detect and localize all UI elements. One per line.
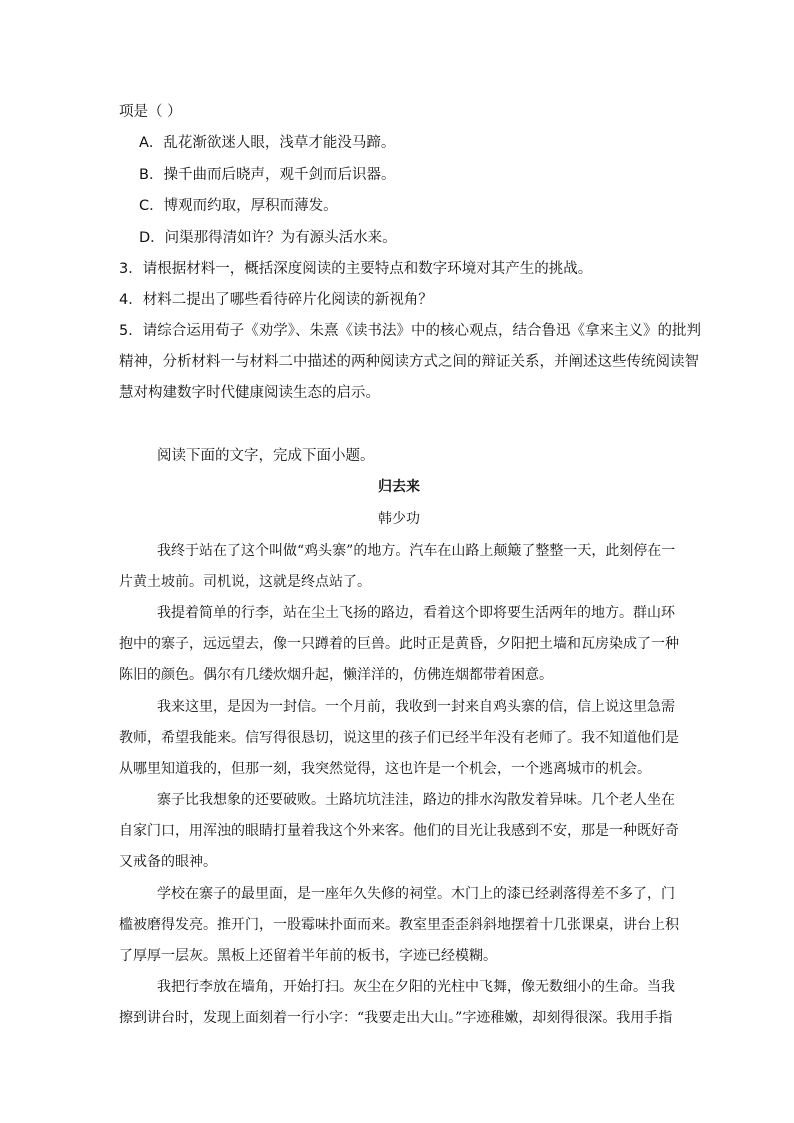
passage-line: 片黄土坡前。司机说，这就是终点站了。 <box>119 574 371 590</box>
passage-line: 我来这里，是因为一封信。一个月前，我收到一封来自鸡头寨的信，信上说这里急需 <box>157 699 675 715</box>
passage-line: 抱中的寨子，远远望去，像一只蹲着的巨兽。此时正是黄昏，夕阳把土墙和瓦房染成了一种 <box>119 636 679 652</box>
question-5-line: 5．请综合运用荀子《劝学》、朱熹《读书法》中的核心观点，结合鲁迅《拿来主义》的批判 <box>119 323 701 339</box>
option-d: D．问渠那得清如许？为有源头活水来。 <box>139 230 397 246</box>
passage-line: 了厚厚一层灰。黑板上还留着半年前的板书，字迹已经模糊。 <box>119 948 497 964</box>
question-4: 4．材料二提出了哪些看待碎片化阅读的新视角？ <box>119 292 433 308</box>
passage-line: 我提着简单的行李，站在尘土飞扬的路边，看着这个即将要生活两年的地方。群山环 <box>157 605 675 621</box>
passage-line: 教师，希望我能来。信写得很恳切，说这里的孩子们已经半年没有老师了。我不知道他们是 <box>119 730 679 746</box>
passage-line: 又戒备的眼神。 <box>119 854 217 870</box>
passage-title: 归去来 <box>378 479 420 495</box>
question-5-line: 慧对构建数字时代健康阅读生态的启示。 <box>119 385 380 401</box>
passage-author: 韩少功 <box>378 511 420 527</box>
question-stem-tail: 项是（ ） <box>119 104 182 120</box>
option-b: B．操千曲而后晓声，观千剑而后识器。 <box>139 167 396 183</box>
passage-line: 擦到讲台时，发现上面刻着一行小字：“我要走出大山。”字迹稚嫩，却刻得很深。我用手指 <box>119 1010 673 1026</box>
passage-line: 我把行李放在墙角，开始打扫。灰尘在夕阳的光柱中飞舞，像无数细小的生命。当我 <box>157 979 675 995</box>
passage-line: 槛被磨得发亮。推开门，一股霉味扑面而来。教室里歪歪斜斜地摆着十几张课桌，讲台上积 <box>119 917 679 933</box>
option-c: C．博观而约取，厚积而薄发。 <box>139 198 338 214</box>
passage-line: 我终于站在了这个叫做“鸡头寨”的地方。汽车在山路上颠簸了整整一天，此刻停在一 <box>157 543 676 559</box>
question-3: 3．请根据材料一，概括深度阅读的主要特点和数字环境对其产生的挑战。 <box>119 261 593 277</box>
passage-line: 陈旧的颜色。偶尔有几缕炊烟升起，懒洋洋的，仿佛连烟都带着困意。 <box>119 667 553 683</box>
passage-line: 寨子比我想象的还要破败。土路坑坑洼洼，路边的排水沟散发着异味。几个老人坐在 <box>157 792 675 808</box>
passage-line: 自家门口，用浑浊的眼睛打量着我这个外来客。他们的目光让我感到不安，那是一种既好奇 <box>119 823 679 839</box>
option-a: A．乱花渐欲迷人眼，浅草才能没马蹄。 <box>139 135 396 151</box>
passage-line: 从哪里知道我的，但那一刻，我突然觉得，这也许是一个机会，一个逃离城市的机会。 <box>119 761 651 777</box>
question-5-line: 精神，分析材料一与材料二中描述的两种阅读方式之间的辩证关系，并阐述这些传统阅读智 <box>119 354 699 370</box>
passage-line: 学校在寨子的最里面，是一座年久失修的祠堂。木门上的漆已经剥落得差不多了，门 <box>157 886 675 902</box>
reading-instruction: 阅读下面的文字，完成下面小题。 <box>157 448 375 464</box>
